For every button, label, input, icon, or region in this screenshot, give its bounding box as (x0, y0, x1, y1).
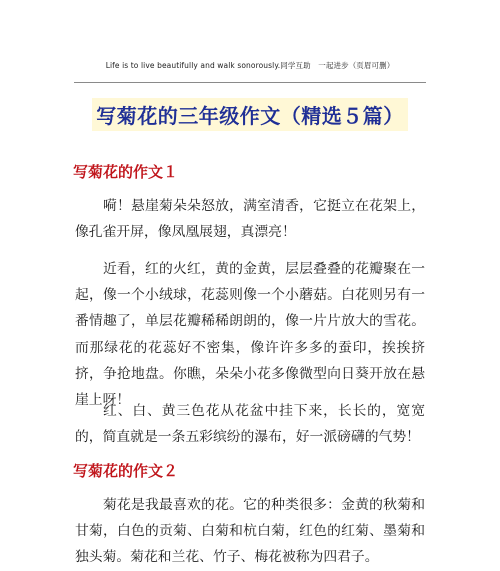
section-heading-1: 写菊花的作文１ (73, 163, 179, 181)
paragraph: 红、白、黄三色花从花盆中挂下来，长长的，宽宽的，简直就是一条五彩缤纷的瀑布，好一派磅礴的气势！ (75, 403, 425, 446)
document-title-text: 写菊花的三年级作文（精选５篇） (92, 98, 408, 131)
paragraph: 嗬！悬崖菊朵朵怒放，满室清香，它挺立在花架上，像孔雀开屏，像凤凰展翅，真漂亮！ (75, 198, 425, 241)
page-header: Life is to live beautifully and walk sonorously.同学互助 一起进步（页眉可删） (105, 61, 395, 70)
document-title (0, 98, 500, 131)
paragraph: 近看，红的火红，黄的金黄，层层叠叠的花瓣聚在一起，像一个小绒球，花蕊则像一个小蘑菇。白花则另有一番情趣了，单层花瓣稀稀朗朗的，像一片片放大的雪花。而那绿花的花蕊好不密集，像许许多多的蚕印，挨挨挤挤，争抢地盘。你瞧，朵朵小花多像微型向日葵开放在悬崖上呀！ (75, 261, 425, 409)
header-rule (74, 82, 426, 83)
section-heading-2: 写菊花的作文２ (73, 462, 179, 480)
paragraph: 菊花是我最喜欢的花。它的种类很多：金黄的秋菊和甘菊，白色的贡菊、白菊和杭白菊，红色的红菊、墨菊和独头菊。菊花和兰花、竹子、梅花被称为四君子。 (75, 497, 425, 566)
